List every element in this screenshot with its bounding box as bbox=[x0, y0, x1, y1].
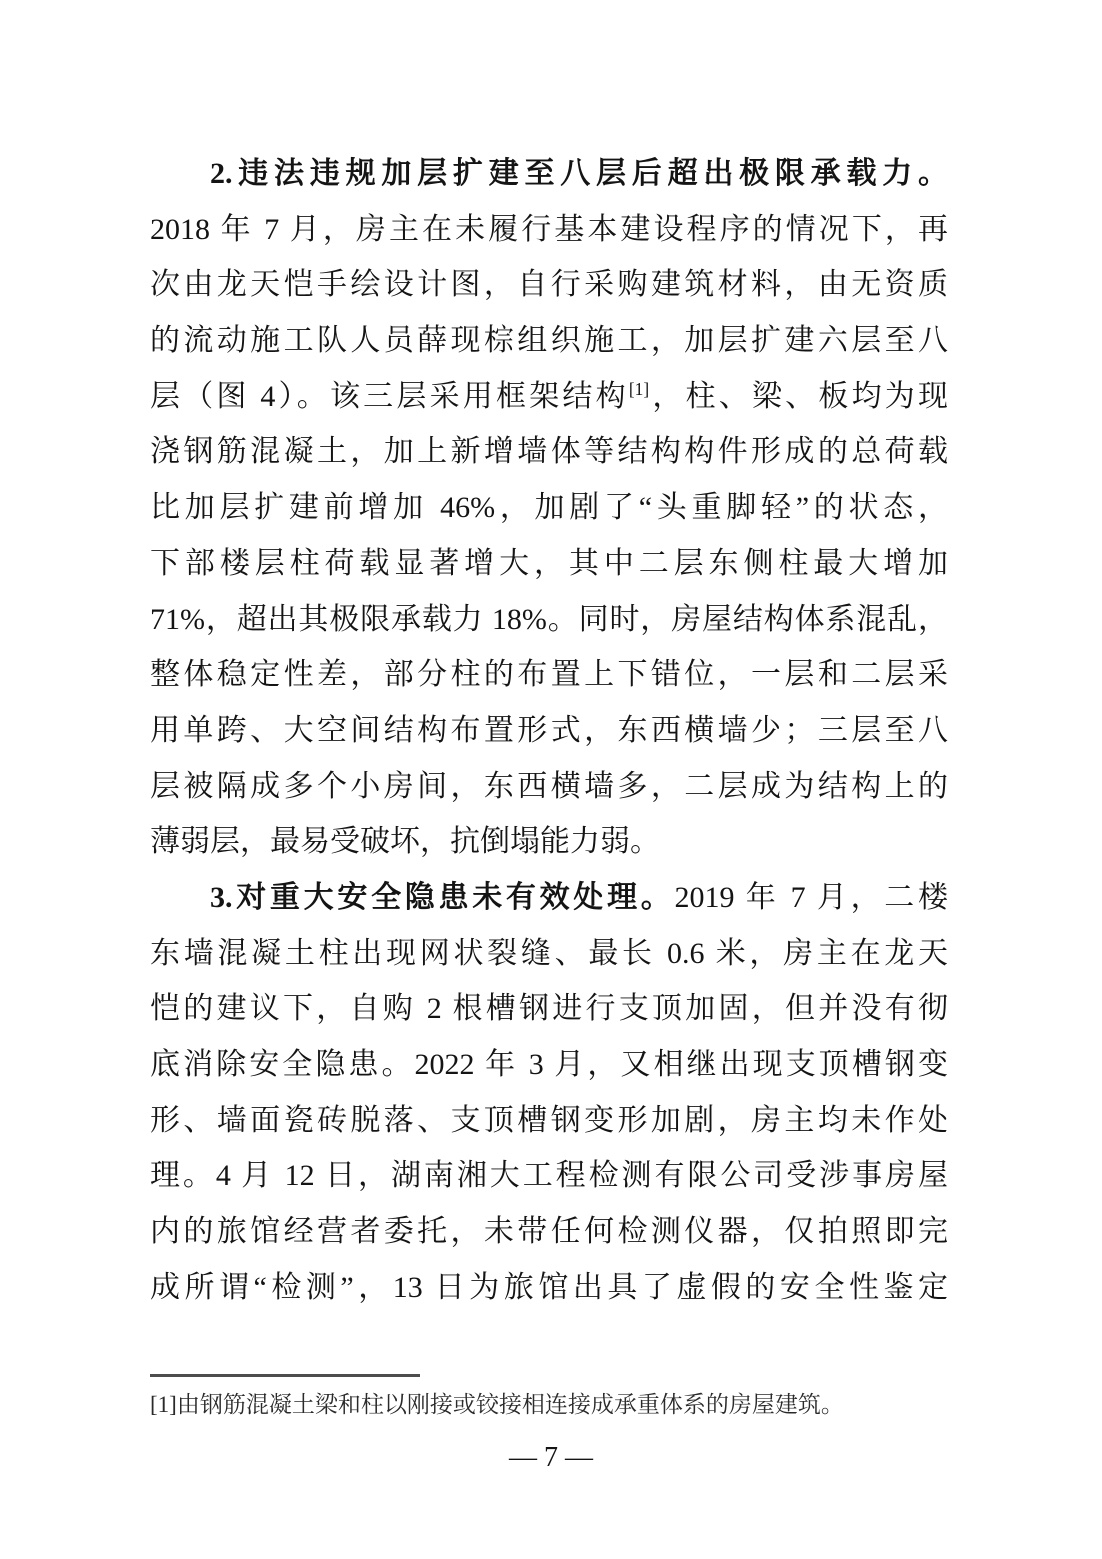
body-line: 成所谓“检测”，13 日为旅馆出具了虚假的安全性鉴定 bbox=[150, 1270, 948, 1304]
body-line: 2018 年 7 月，房主在未履行基本建设程序的情况下，再 bbox=[150, 212, 948, 246]
body-text-segment: ，柱、梁、板均为现 bbox=[649, 379, 949, 413]
footnote-ref-1: [1] bbox=[628, 378, 650, 399]
body-line: 整体稳定性差，部分柱的布置上下错位，一层和二层采 bbox=[150, 658, 948, 692]
body-line: 浇钢筋混凝土，加上新增墙体等结构构件形成的总荷载 bbox=[150, 435, 948, 469]
body-line: 比加层扩建前增加 46%，加剧了“头重脚轻”的状态， bbox=[150, 491, 948, 525]
body-line: 71%，超出其极限承载力 18%。同时，房屋结构体系混乱， bbox=[150, 602, 948, 636]
section-3-heading-text: 3.对重大安全隐患未有效处理。 bbox=[210, 880, 675, 914]
body-text bbox=[150, 146, 948, 1315]
body-line: 用单跨、大空间结构布置形式，东西横墙少；三层至八 bbox=[150, 713, 948, 747]
body-line: 薄弱层，最易受破坏，抗倒塌能力弱。 bbox=[150, 825, 660, 859]
body-line: 内的旅馆经营者委托，未带任何检测仪器，仅拍照即完 bbox=[150, 1215, 948, 1249]
section-2-heading-text: 2.违法违规加层扩建至八层后超出极限承载力。 bbox=[210, 157, 948, 190]
body-line: 底消除安全隐患。2022 年 3 月，又相继出现支顶槽钢变 bbox=[150, 1048, 948, 1081]
body-line: 东墙混凝土柱出现网状裂缝、最长 0.6 米，房主在龙天 bbox=[150, 936, 948, 970]
footnote: [1]由钢筋混凝土梁和柱以刚接或铰接相连接成承重体系的房屋建筑。 bbox=[150, 1392, 844, 1417]
body-line: 恺的建议下，自购 2 根槽钢进行支顶加固，但并没有彻 bbox=[150, 992, 948, 1026]
body-line: 层被隔成多个小房间，东西横墙多，二层成为结构上的 bbox=[150, 769, 948, 803]
body-line: 形、墙面瓷砖脱落、支顶槽钢变形加剧，房主均未作处 bbox=[150, 1103, 948, 1137]
body-line: 下部楼层柱荷载显著增大，其中二层东侧柱最大增加 bbox=[150, 546, 948, 580]
body-line bbox=[150, 369, 948, 425]
body-text-segment: 层（图 4）。该三层采用框架结构 bbox=[150, 379, 629, 413]
body-line: 的流动施工队人员薛现棕组织施工，加层扩建六层至八 bbox=[150, 324, 948, 358]
section-2-heading bbox=[150, 146, 948, 202]
footnote-separator bbox=[150, 1374, 420, 1377]
body-text-segment: 2019 年 7 月，二楼 bbox=[674, 880, 948, 914]
body-line: 次由龙天恺手绘设计图，自行采购建筑材料，由无资质 bbox=[150, 268, 948, 302]
page-number: — 7 — bbox=[509, 1442, 593, 1473]
section-3-heading bbox=[150, 870, 948, 926]
body-line: 理。4 月 12 日，湖南湘大工程检测有限公司受涉事房屋 bbox=[150, 1159, 948, 1193]
